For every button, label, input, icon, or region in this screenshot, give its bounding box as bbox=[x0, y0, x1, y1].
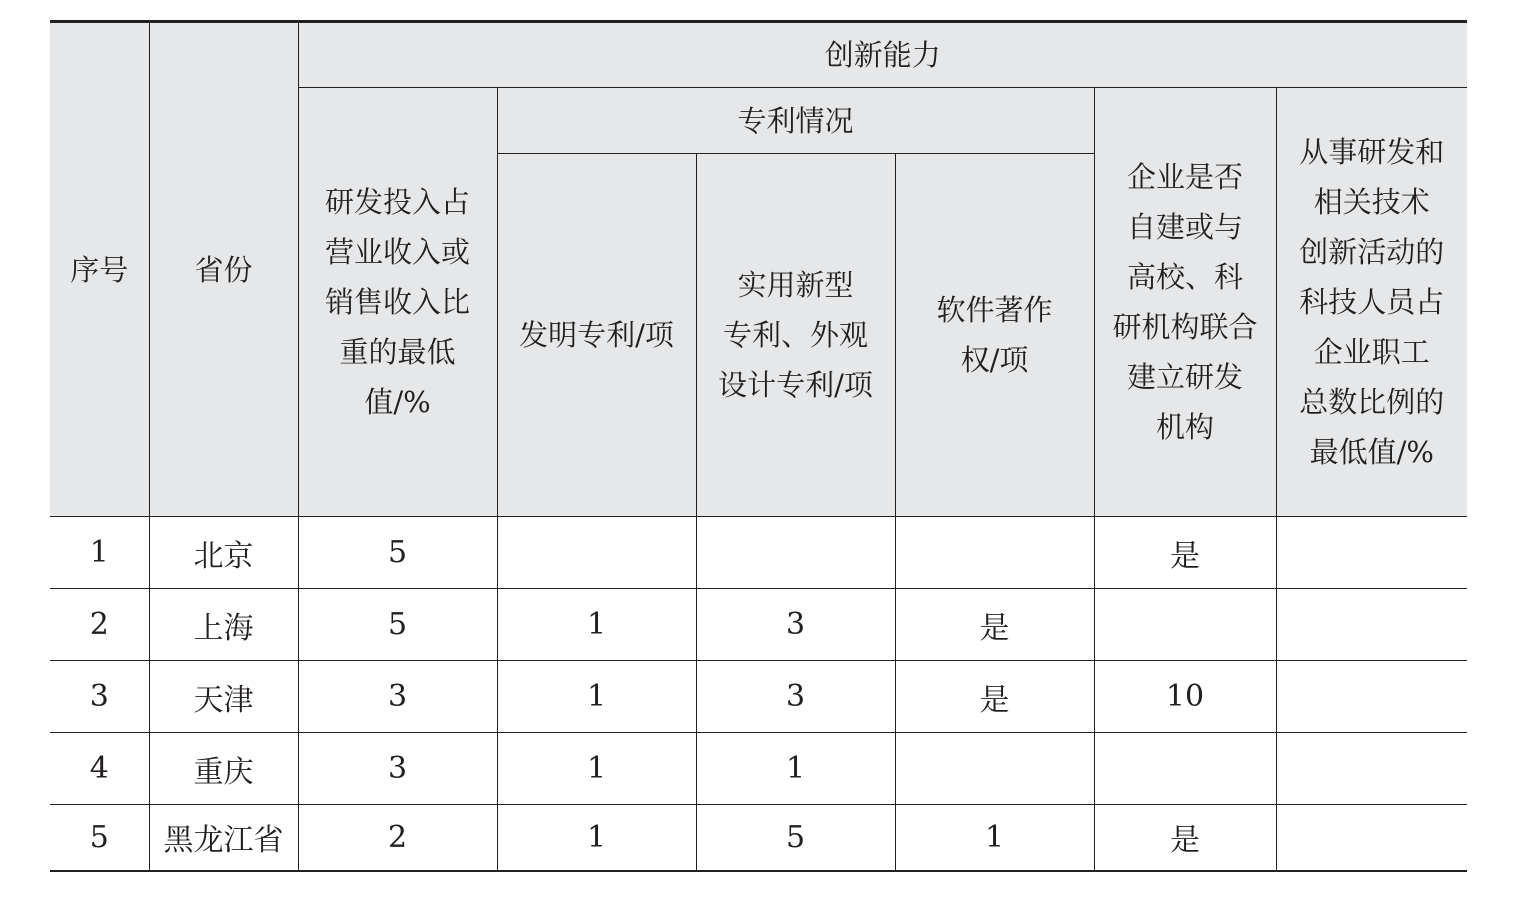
cell-software: 1 bbox=[895, 805, 1094, 871]
cell-staff-ratio bbox=[1276, 589, 1467, 661]
cell-seq: 2 bbox=[50, 589, 149, 661]
header-staff-ratio: 从事研发和 相关技术 创新活动的 科技人员占 企业职工 总数比例的 最低值/% bbox=[1276, 88, 1467, 517]
header-software: 软件著作 权/项 bbox=[895, 154, 1094, 517]
cell-province: 北京 bbox=[149, 517, 298, 589]
cell-rd-institution: 10 bbox=[1094, 661, 1276, 733]
cell-software bbox=[895, 517, 1094, 589]
table-header bbox=[50, 22, 1467, 517]
cell-utility: 5 bbox=[696, 805, 895, 871]
cell-rd-ratio: 3 bbox=[298, 733, 497, 805]
table-row bbox=[50, 805, 1467, 871]
cell-seq: 1 bbox=[50, 517, 149, 589]
header-rd-institution: 企业是否 自建或与 高校、科 研机构联合 建立研发 机构 bbox=[1094, 88, 1276, 517]
cell-staff-ratio bbox=[1276, 733, 1467, 805]
cell-rd-institution: 是 bbox=[1094, 805, 1276, 871]
header-province: 省份 bbox=[149, 22, 298, 517]
cell-rd-ratio: 3 bbox=[298, 661, 497, 733]
cell-rd-institution bbox=[1094, 733, 1276, 805]
cell-rd-institution: 是 bbox=[1094, 517, 1276, 589]
cell-province: 天津 bbox=[149, 661, 298, 733]
header-rd-ratio: 研发投入占 营业收入或 销售收入比 重的最低 值/% bbox=[298, 88, 497, 517]
table-row bbox=[50, 733, 1467, 805]
cell-seq: 3 bbox=[50, 661, 149, 733]
cell-staff-ratio bbox=[1276, 805, 1467, 871]
header-patents: 专利情况 bbox=[497, 88, 1094, 154]
header-seq: 序号 bbox=[50, 22, 149, 517]
cell-staff-ratio bbox=[1276, 661, 1467, 733]
innovation-table-container bbox=[50, 20, 1467, 872]
cell-rd-ratio: 5 bbox=[298, 517, 497, 589]
cell-province: 黑龙江省 bbox=[149, 805, 298, 871]
cell-utility bbox=[696, 517, 895, 589]
cell-invention: 1 bbox=[497, 589, 696, 661]
table-row bbox=[50, 589, 1467, 661]
cell-software: 是 bbox=[895, 589, 1094, 661]
cell-seq: 5 bbox=[50, 805, 149, 871]
cell-utility: 3 bbox=[696, 661, 895, 733]
cell-province: 重庆 bbox=[149, 733, 298, 805]
cell-seq: 4 bbox=[50, 733, 149, 805]
cell-invention: 1 bbox=[497, 733, 696, 805]
cell-rd-ratio: 2 bbox=[298, 805, 497, 871]
cell-software bbox=[895, 733, 1094, 805]
cell-software: 是 bbox=[895, 661, 1094, 733]
cell-invention: 1 bbox=[497, 661, 696, 733]
table-row bbox=[50, 517, 1467, 589]
header-utility: 实用新型 专利、外观 设计专利/项 bbox=[696, 154, 895, 517]
cell-invention: 1 bbox=[497, 805, 696, 871]
header-innovation: 创新能力 bbox=[298, 22, 1467, 88]
cell-invention bbox=[497, 517, 696, 589]
cell-staff-ratio bbox=[1276, 517, 1467, 589]
cell-utility: 3 bbox=[696, 589, 895, 661]
innovation-capability-table bbox=[50, 20, 1467, 872]
cell-rd-ratio: 5 bbox=[298, 589, 497, 661]
table-row bbox=[50, 661, 1467, 733]
cell-rd-institution bbox=[1094, 589, 1276, 661]
table-body bbox=[50, 517, 1467, 871]
cell-utility: 1 bbox=[696, 733, 895, 805]
header-invention: 发明专利/项 bbox=[497, 154, 696, 517]
cell-province: 上海 bbox=[149, 589, 298, 661]
